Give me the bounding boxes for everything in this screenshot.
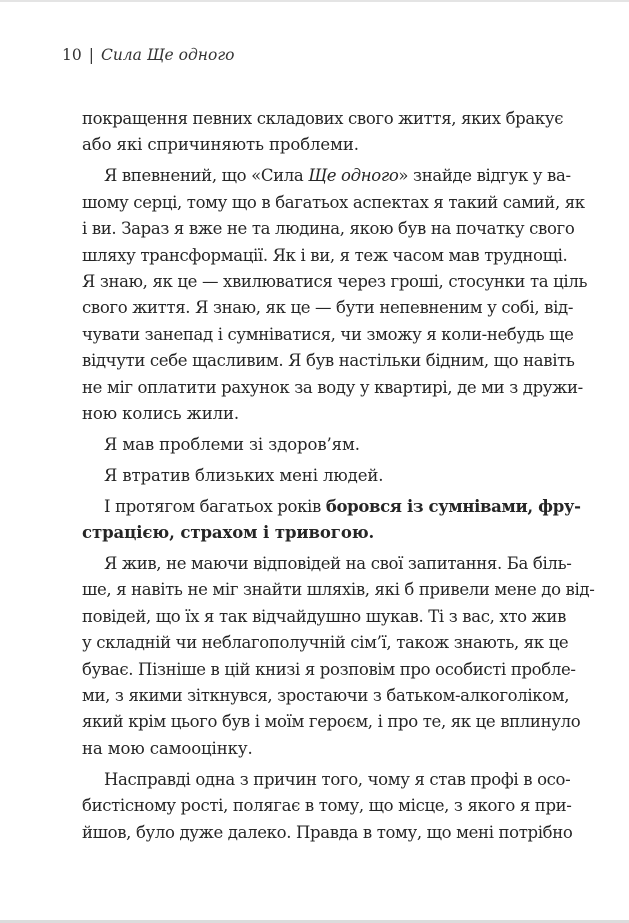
text-line [82, 348, 575, 374]
text-line [82, 793, 572, 819]
text-line [82, 604, 567, 630]
text-line [82, 494, 581, 520]
text-run: шому серці, тому що в багатьох аспектах я такий самий, як [82, 192, 585, 212]
text-line [82, 295, 574, 321]
text-run: покращення певних складових свого життя, яких бракує [82, 109, 564, 128]
text-run: Я знаю, як це — хвилюватися через гроші, стосунки та ціль [82, 271, 588, 291]
text-run: ше, я навіть не міг знайти шляхів, які б привели мене до від- [82, 580, 595, 600]
paragraph [82, 551, 595, 762]
text-run: ми, з якими зіткнувся, зростаючи з батьком-алкоголіком, [82, 686, 570, 706]
running-header [62, 45, 235, 65]
text-line [82, 463, 537, 489]
text-run: Я втратив близьких мені людей. [104, 465, 384, 485]
text-line [82, 683, 570, 709]
text-run: Ще одного [308, 166, 399, 186]
text-run: шляху трансформації. Як і ви, я теж часом мав труднощі. [82, 245, 568, 265]
text-line [82, 375, 583, 401]
text-run: ною колись жили. [82, 403, 240, 423]
text-line [82, 767, 571, 793]
text-run: на мою самооцінку. [82, 738, 253, 758]
text-line [82, 269, 588, 295]
text-line [82, 132, 537, 158]
text-run: у складній чи неблагополучній сім’ї, також знають, як це [82, 633, 569, 653]
text-run: І протягом багатьох років [104, 496, 326, 516]
paragraph [82, 432, 537, 458]
text-line [82, 820, 573, 846]
text-run: який крім цього був і моїм героєм, і про те, як це вплинуло [82, 712, 581, 732]
text-line [82, 520, 537, 546]
text-line [82, 243, 568, 269]
paragraph [82, 463, 537, 489]
text-run: буває. Пізніше в цій книзі я розповім про особисті пробле- [82, 659, 576, 679]
text-run: або які спричиняють проблеми. [82, 135, 359, 155]
text-run: Я мав проблеми зі здоров’ям. [104, 434, 360, 454]
text-line [82, 190, 585, 216]
text-line [82, 432, 537, 458]
text-line [82, 630, 569, 656]
text-run: не міг оплатити рахунок за воду у квартирі, де ми з дружи- [82, 377, 583, 397]
text-run: » знайде відгук у ва- [398, 166, 571, 186]
text-run: бистісному рості, полягає в тому, що місце, з якого я при- [82, 796, 572, 816]
paragraph [82, 106, 564, 159]
paragraph [82, 767, 573, 846]
body-text [82, 106, 595, 846]
text-run: боровся із сумнівами, фру- [325, 496, 581, 516]
page-top-edge [0, 0, 629, 2]
page-number: 10 [62, 46, 82, 64]
text-run: повідей, що їх я так відчайдушно шукав. Ті з вас, хто жив [82, 606, 567, 626]
paragraph [82, 494, 581, 547]
text-run: відчути себе щасливим. Я був настільки бідним, що навіть [82, 351, 575, 371]
text-line [82, 216, 575, 242]
text-run: Насправді одна з причин того, чому я став профі в осо- [104, 769, 571, 789]
header-separator: | [88, 46, 94, 64]
text-run: свого життя. Я знаю, як це — бути непевненим у собі, від- [82, 298, 574, 318]
text-line [82, 657, 576, 683]
text-run: і ви. Зараз я вже не та людина, якою був на початку свого [82, 219, 575, 239]
text-line [82, 322, 574, 348]
text-line [82, 736, 537, 762]
text-run: страцією, страхом і тривогою. [82, 523, 375, 543]
text-run: чувати занепад і сумніватися, чи зможу я коли-небудь ще [82, 324, 574, 344]
text-run: Я впевнений, що «Сила [104, 166, 309, 186]
text-line [82, 577, 595, 603]
text-line [82, 551, 572, 577]
text-run: йшов, було дуже далеко. Правда в тому, що мені потрібно [82, 822, 573, 842]
running-title: Сила Ще одного [100, 46, 235, 64]
paragraph [82, 163, 588, 427]
text-line [82, 401, 537, 427]
text-line [82, 106, 564, 132]
text-run: Я жив, не маючи відповідей на свої запитання. Ба біль- [104, 554, 572, 573]
text-line [82, 709, 581, 735]
text-line [82, 163, 571, 189]
